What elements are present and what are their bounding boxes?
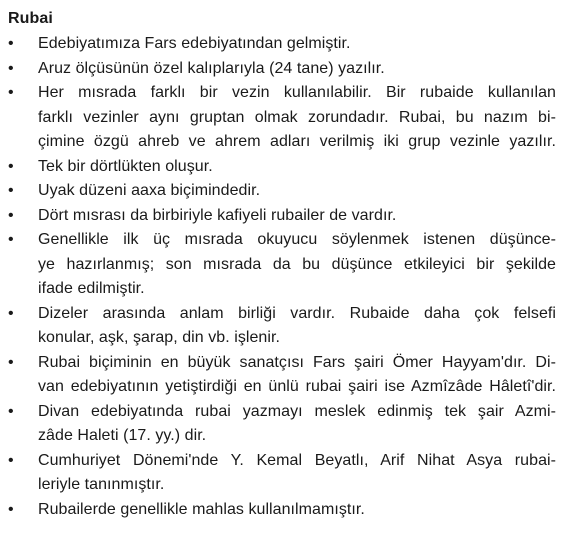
item-line: konular, aşk, şarap, din vb. işlenir. xyxy=(38,329,280,346)
list-item xyxy=(8,449,556,498)
bullet-icon: • xyxy=(8,35,14,52)
list-item xyxy=(8,400,556,449)
item-line: Rubai biçiminin en büyük sanatçısı Fars şairi Ömer Hayyam'dır. Di- xyxy=(38,353,556,371)
item-line: Genellikle ilk üç mısrada okuyucu söylenmek istenen düşünce- xyxy=(38,231,556,248)
list-item xyxy=(8,32,556,57)
bullet-icon: • xyxy=(8,402,14,420)
list-item xyxy=(8,302,556,351)
bullet-icon: • xyxy=(8,182,14,199)
bullet-icon: • xyxy=(8,231,14,248)
item-line: ifade edilmiştir. xyxy=(38,280,145,297)
list-item xyxy=(8,57,556,82)
bullet-icon: • xyxy=(8,353,14,371)
item-line: Her mısrada farklı bir vezin kullanılabilir. Bir rubaide kullanılan xyxy=(38,84,556,101)
list-item xyxy=(8,81,556,155)
bullet-icon: • xyxy=(8,84,14,101)
item-line: ye hazırlanmış; son mısrada da bu düşünce etkileyici bir şekilde xyxy=(38,255,556,273)
bullet-icon: • xyxy=(8,304,14,322)
section-title: Rubai xyxy=(8,10,53,27)
item-line: Aruz ölçüsünün özel kalıplarıyla (24 tane) yazılır. xyxy=(38,59,385,77)
list-item xyxy=(8,204,556,229)
item-line: Tek bir dörtlükten oluşur. xyxy=(38,157,213,175)
bullet-icon: • xyxy=(8,451,14,469)
bullet-icon: • xyxy=(8,206,14,224)
list-item xyxy=(8,155,556,180)
list-item xyxy=(8,179,556,204)
document-page xyxy=(8,8,556,522)
item-line: farklı vezinler aynı gruptan olmak zorundadır. Rubai, bu nazım bi- xyxy=(38,108,556,126)
item-line: Uyak düzeni aaxa biçimindedir. xyxy=(38,182,261,199)
list-item xyxy=(8,351,556,400)
bullet-icon: • xyxy=(8,157,14,175)
item-line: Dizeler arasında anlam birliği vardır. Rubaide daha çok felsefi xyxy=(38,304,556,322)
item-line: çimine özgü ahreb ve ahrem adları verilmiş iki grup vezinle yazılır. xyxy=(38,133,556,150)
item-line: Edebiyatımıza Fars edebiyatından gelmiştir. xyxy=(38,35,351,52)
bullet-list xyxy=(8,32,556,522)
list-item xyxy=(8,498,556,523)
item-line: Rubailerde genellikle mahlas kullanılmamıştır. xyxy=(38,500,365,518)
item-line: zâde Haleti (17. yy.) dir. xyxy=(38,427,207,444)
item-line: Dört mısrası da birbiriyle kafiyeli rubailer de vardır. xyxy=(38,206,397,224)
item-line: van edebiyatının yetiştirdiği en ünlü rubai şairi ise Azmîzâde Hâletî'dir. xyxy=(38,378,556,395)
item-line: leriyle tanınmıştır. xyxy=(38,476,165,493)
bullet-icon: • xyxy=(8,500,14,518)
bullet-icon: • xyxy=(8,59,14,77)
item-line: Cumhuriyet Dönemi'nde Y. Kemal Beyatlı, Arif Nihat Asya rubai- xyxy=(38,451,556,469)
list-item xyxy=(8,228,556,302)
item-line: Divan edebiyatında rubai yazmayı meslek edinmiş tek şair Azmi- xyxy=(38,402,556,420)
